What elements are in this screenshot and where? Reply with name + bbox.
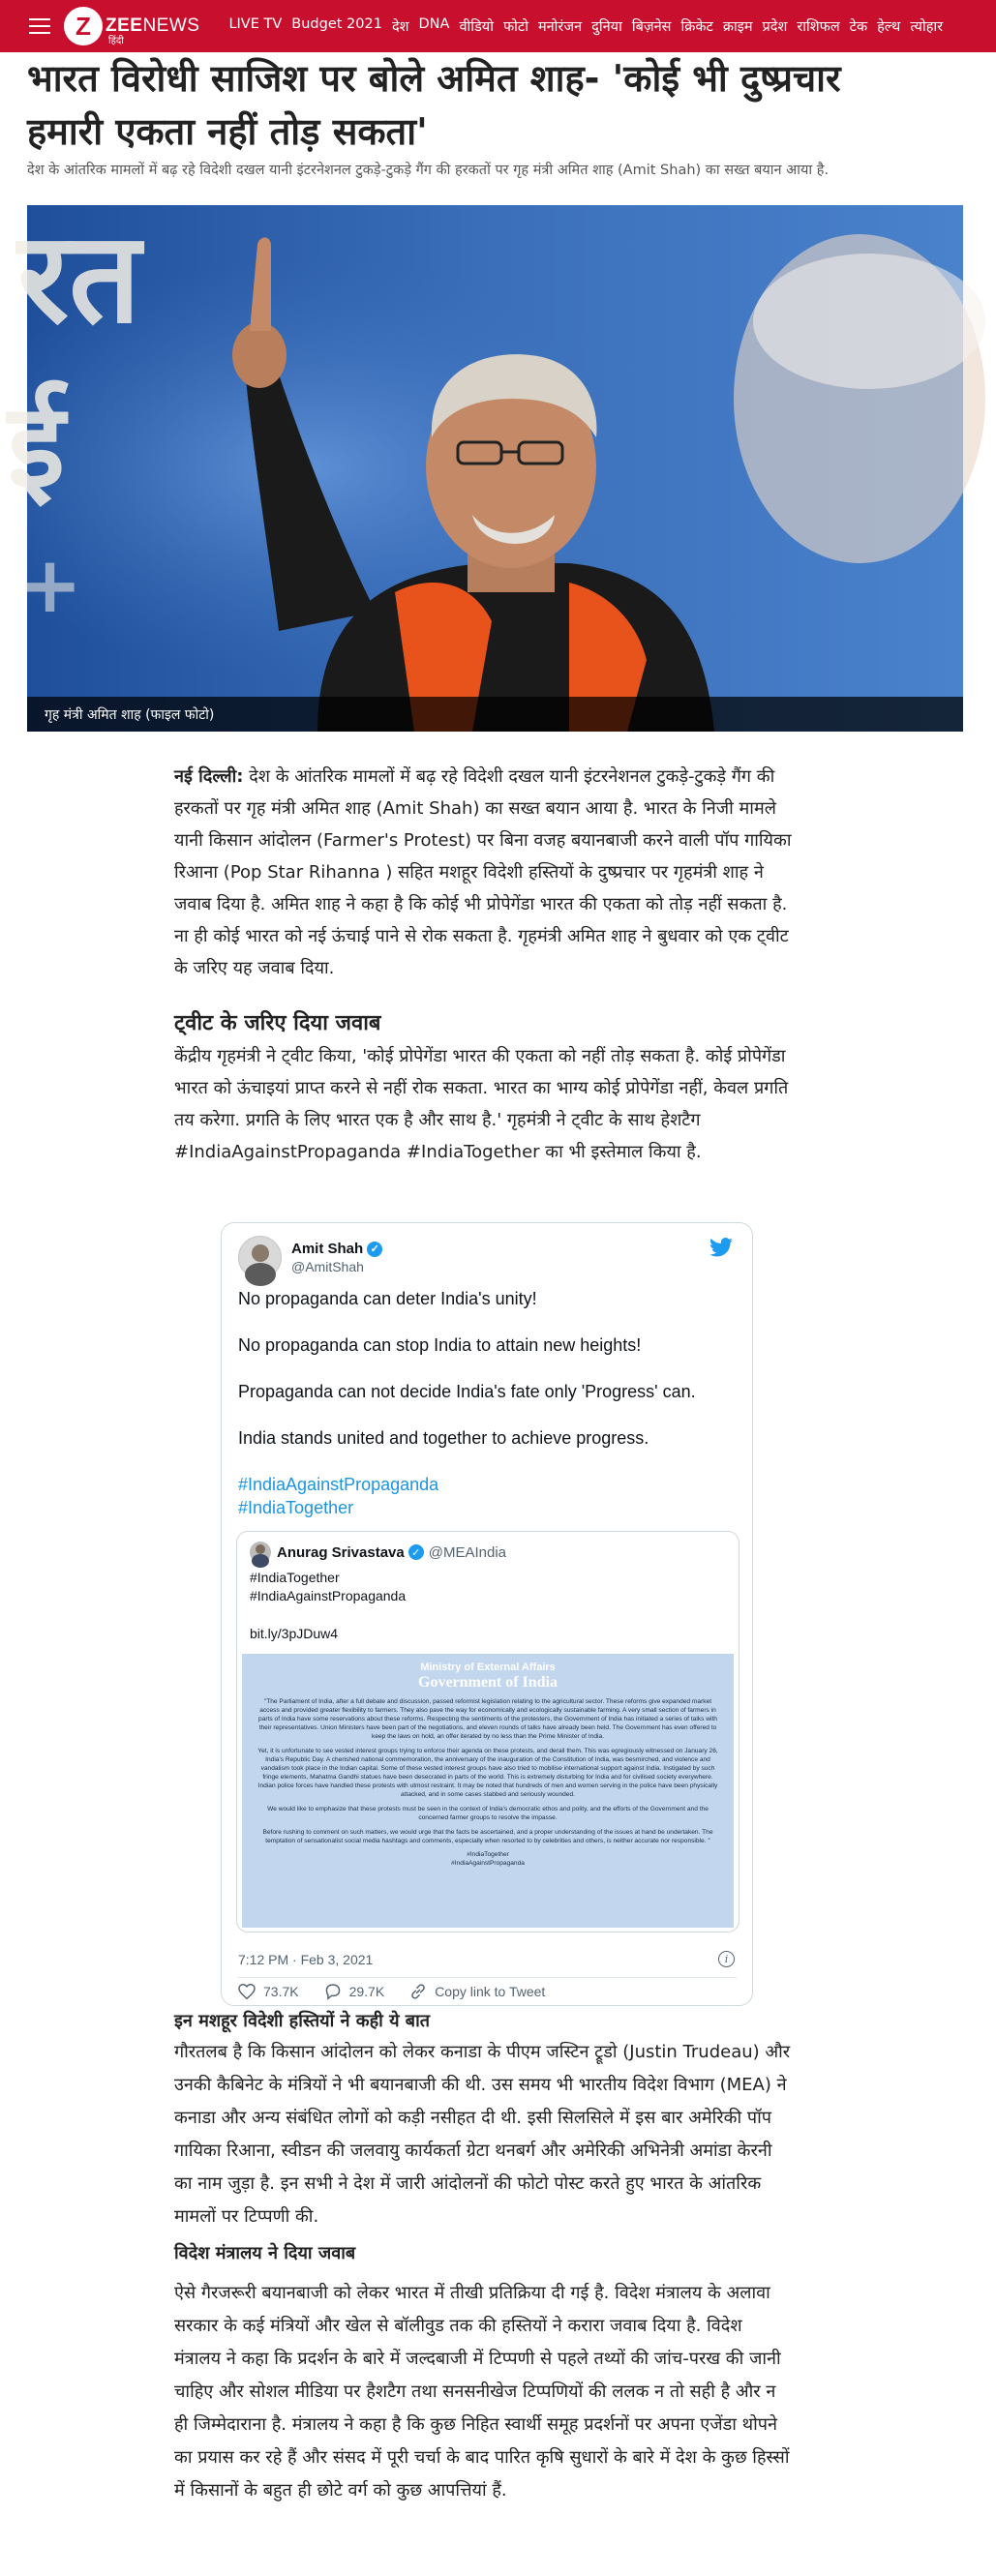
nav-item-15[interactable]: त्योहार (910, 19, 944, 35)
doc-paragraph: "The Parliament of India, after a full debate and discussion, passed reformist legislation relating to the agricultural sector. These reforms give expanded market access and provided greater flexibility to farmers. They also pave the way for economically and ecologically sustainable farming. A very small section of farmers in parts of India have some reservations about these reforms. Respecting the sentiments of the protesters, the Government of India has initiated a series of talks with their representatives. Union Ministers have been part of the negotiations, and eleven rounds of talks have already been held. The Government has even offered to keep the laws on hold, an offer iterated by no less than the Prime Minister of India. (258, 1698, 717, 1740)
celebrities-paragraph: गौरतलब है कि किसान आंदोलन को लेकर कनाडा के पीएम जस्टिन ट्रूडो (Justin Trudeau) और उनकी कैबिनेट के मंत्रियों ने भी बयानबाजी की थी. उस समय भी भारतीय विदेश विभाग (MEA) ने कनाडा और अन्य संबंधित लोगों को कड़ी नसीहत दी थी. इसी सिलसिले में इस बार अमेरिकी पॉप गायिका रिआना, स्वीडन की जलवायु कार्यकर्ता ग्रेटा थनबर्ग और अमेरिकी अभिनेत्री अमांडा केरनी का नाम जुड़ा है. इन सभी ने देश में जारी आंदोलनों की फोटो पोस्ट करते हुए भारत के आंतरिक मामलों पर टिप्पणी की. (174, 2042, 791, 2227)
zee-news-logo[interactable]: Z ZEENEWS (64, 7, 199, 45)
quoted-author-name[interactable]: Anurag Srivastava (277, 1543, 405, 1561)
nav-item-1[interactable]: Budget 2021 (291, 16, 382, 32)
image-caption: गृह मंत्री अमित शाह (फाइल फोटो) (27, 697, 963, 732)
embedded-tweet[interactable] (221, 1222, 753, 2006)
doc-paragraph: We would like to emphasize that these protests must be seen in the context of India's democratic ethos and polity, and the efforts of the Government and the concerned farmer groups to resolve the impasse. (267, 1806, 709, 1821)
quoted-statement-image[interactable] (242, 1654, 734, 1928)
tweet-line-3: Propaganda can not decide India's fate only 'Progress' can. (238, 1382, 696, 1401)
svg-text:रत: रत (17, 204, 141, 351)
hashtag-link[interactable]: #IndiaAgainstPropaganda (238, 1475, 439, 1494)
reply-count: 29.7K (348, 1984, 385, 1999)
nav-item-12[interactable]: राशिफल (797, 19, 840, 35)
verified-badge-icon: ✓ (408, 1544, 424, 1560)
doc-paragraph: Yet, it is unfortunate to see vested interest groups trying to enforce their agenda on these protests, and derail them. This was egregiously witnessed on January 26, India's Republic Day. A cherished national commemoration, the anniversary of the inauguration of the Constitution of India, was besmirched, and violence and vandalism took place in the Indian capital. Some of these vested interest groups have also tried to mobilise international support against India. Instigated by such fringe elements, Mahatma Gandhi statues have been desecrated in parts of the world. This is extremely disturbing for India and for civilised society everywhere. Indian police forces have handled these protests with utmost restraint. It may be noted that hundreds of men and women serving in the police have been physically attacked, and in some cases stabbed and seriously wounded. (257, 1748, 718, 1798)
like-count: 73.7K (263, 1984, 299, 1999)
article-intro (174, 761, 794, 984)
doc-hashtag: #IndiaTogether (467, 1851, 509, 1858)
doc-ministry: Ministry of External Affairs (420, 1662, 556, 1673)
mea-paragraph: ऐसे गैरजरूरी बयानबाजी को लेकर भारत में तीखी प्रतिक्रिया दी गई है. विदेश मंत्रालय के अलावा सरकार के कई मंत्रियों और खेल से बॉलीवुड तक की हस्तियों ने करारा जवाब दिया है. विदेश मंत्रालय ने कहा कि प्रदर्शन के बारे में जल्दबाजी में टिप्पणी से पहले तथ्यों की जांच-परख की जानी चाहिए और सोशल मीडिया पर हैशटैग तथा सनसनीखेज टिप्पणियों की ललक न तो सही है और न ही जिम्मेदाराना है. मंत्रालय ने कहा है कि कुछ निहित स्वार्थी समूह प्रदर्शनों पर अपना एजेंडा थोपने का प्रयास कर रहे हैं और संसद में पूरी चर्चा के बाद पारित कृषि सुधारों के बारे में देश के कुछ हिस्सों में किसानों के बहुत ही छोटे वर्ग को कुछ आपत्तियां हैं. (174, 2283, 790, 2501)
svg-text:+: + (17, 540, 83, 630)
nav-item-2[interactable]: देश (391, 19, 409, 35)
dateline: नई दिल्ली: (174, 766, 244, 787)
hero-image (8, 204, 963, 732)
heart-icon (238, 1984, 256, 1999)
quoted-hashtag[interactable]: #IndiaTogether (250, 1570, 340, 1585)
nav-item-6[interactable]: मनोरंजन (537, 19, 583, 35)
twitter-bird-icon[interactable] (709, 1238, 733, 1257)
quoted-tweet[interactable] (236, 1531, 739, 1932)
doc-government: Government of India (418, 1674, 558, 1691)
nav-item-13[interactable]: टेक (849, 19, 868, 35)
tweet-author-name[interactable]: Amit Shah (291, 1241, 364, 1257)
quoted-author-handle[interactable]: @MEAIndia (428, 1543, 506, 1561)
top-navigation (0, 0, 996, 52)
tweet-line-4: India stands united and together to achieve progress. (238, 1428, 649, 1448)
svg-text:ई: ई (8, 379, 65, 514)
link-icon (409, 1983, 427, 2000)
info-icon[interactable]: i (718, 1951, 735, 1967)
nav-item-10[interactable]: क्राइम (722, 19, 753, 35)
copy-link-label: Copy link to Tweet (435, 1984, 546, 1999)
hashtag-link[interactable]: #IndiaTogether (238, 1498, 354, 1517)
tweet-line-2: No propaganda can stop India to attain new heights! (238, 1335, 642, 1355)
quoted-link[interactable]: bit.ly/3pJDuw4 (250, 1626, 339, 1641)
nav-item-5[interactable]: फोटो (502, 19, 528, 35)
hamburger-menu-icon[interactable] (29, 18, 50, 34)
avatar[interactable] (250, 1542, 271, 1563)
reply-button[interactable] (324, 1984, 385, 1999)
tweet-line-1: No propaganda can deter India's unity! (238, 1289, 537, 1308)
tweet-paragraph: केंद्रीय गृहमंत्री ने ट्वीट किया, 'कोई प्रोपेगेंडा भारत की एकता को नहीं तोड़ सकता है. कोई प्रोपेगेंडा भारत को ऊंचाइयां प्राप्त करने से नहीं रोक सकता. भारत का भाग्य कोई प्रोपेगेंडा नहीं, केवल प्रगति तय करेगा. प्रगति के लिए भारत एक है और साथ है.' गृहमंत्री ने ट्वीट के साथ हेशटैग #IndiaAgainstPropaganda #IndiaTogether का भी इस्तेमाल किया है. (174, 1046, 789, 1162)
logo-sub: हिंदी (108, 36, 124, 46)
copy-link-button[interactable] (409, 1983, 545, 2000)
section-heading-celebrities: इन मशहूर विदेशी हस्तियों ने कही ये बात (174, 2011, 431, 2031)
doc-paragraph: Before rushing to comment on such matters, we would urge that the facts be ascertained, and a proper understanding of the issues at hand be undertaken. The temptation of sensationalist social media hashtags and comments, especially when resorted to by celebrities and others, is neither accurate nor responsible. " (262, 1829, 713, 1844)
nav-item-9[interactable]: क्रिकेट (680, 19, 713, 35)
nav-item-0[interactable]: LIVE TV (228, 16, 283, 32)
intro-text: देश के आंतरिक मामलों में बढ़ रहे विदेशी दखल यानी इंटरनेशनल टुकड़े-टुकड़े गैंग की हरकतों पर गृह मंत्री अमित शाह (Amit Shah) का सख्त बयान आया है. भारत के निजी मामले यानी किसान आंदोलन (Farmer's Protest) पर बिना वजह बयानबाजी करने वाली पॉप गायिका रिआना (Pop Star Rihanna ) सहित मशहूर विदेशी हस्तियों के दुष्प्रचार पर गृहमंत्री शाह ने जवाब दिया है. अमित शाह ने कहा है कि कोई भी प्रोपेगेंडा भारत की एकता को तोड़ नहीं सकता है. ना ही कोई भारत को नई ऊंचाई पाने से रोक सकता है. गृहमंत्री अमित शाह ने बुधवार को एक ट्वीट के जरिए यह जवाब दिया. (174, 766, 792, 978)
doc-hashtag: #IndiaAgainstPropaganda (451, 1860, 525, 1867)
quoted-hashtag[interactable]: #IndiaAgainstPropaganda (250, 1588, 407, 1603)
nav-item-8[interactable]: बिज़नेस (631, 19, 672, 35)
nav-item-14[interactable]: हेल्थ (877, 19, 901, 35)
avatar[interactable] (238, 1236, 282, 1279)
main-menu (228, 16, 952, 36)
nav-item-11[interactable]: प्रदेश (762, 19, 788, 35)
section-heading-tweet: ट्वीट के जरिए दिया जवाब (174, 1011, 381, 1035)
verified-badge-icon: ✓ (367, 1242, 382, 1257)
like-button[interactable] (238, 1984, 299, 1999)
page-title: भारत विरोधी साजिश पर बोले अमित शाह- 'कोई भी दुष्प्रचार हमारी एकता नहीं तोड़ सकता' (27, 57, 841, 153)
nav-item-4[interactable]: वीडियो (459, 19, 494, 35)
tweet-timestamp[interactable]: 7:12 PM · Feb 3, 2021 (238, 1952, 374, 1967)
article-subtitle: देश के आंतरिक मामलों में बढ़ रहे विदेशी दखल यानी इंटरनेशनल टुकड़े-टुकड़े गैंग की हरकतों पर गृह मंत्री अमित शाह (Amit Shah) का सख्त बयान आया है. (27, 163, 830, 178)
nav-item-3[interactable]: DNA (418, 16, 450, 32)
reply-icon (324, 1984, 342, 1999)
nav-item-7[interactable]: दुनिया (591, 19, 622, 35)
tweet-author-handle[interactable]: @AmitShah (291, 1259, 364, 1274)
section-heading-mea: विदेश मंत्रालय ने दिया जवाब (174, 2243, 356, 2263)
